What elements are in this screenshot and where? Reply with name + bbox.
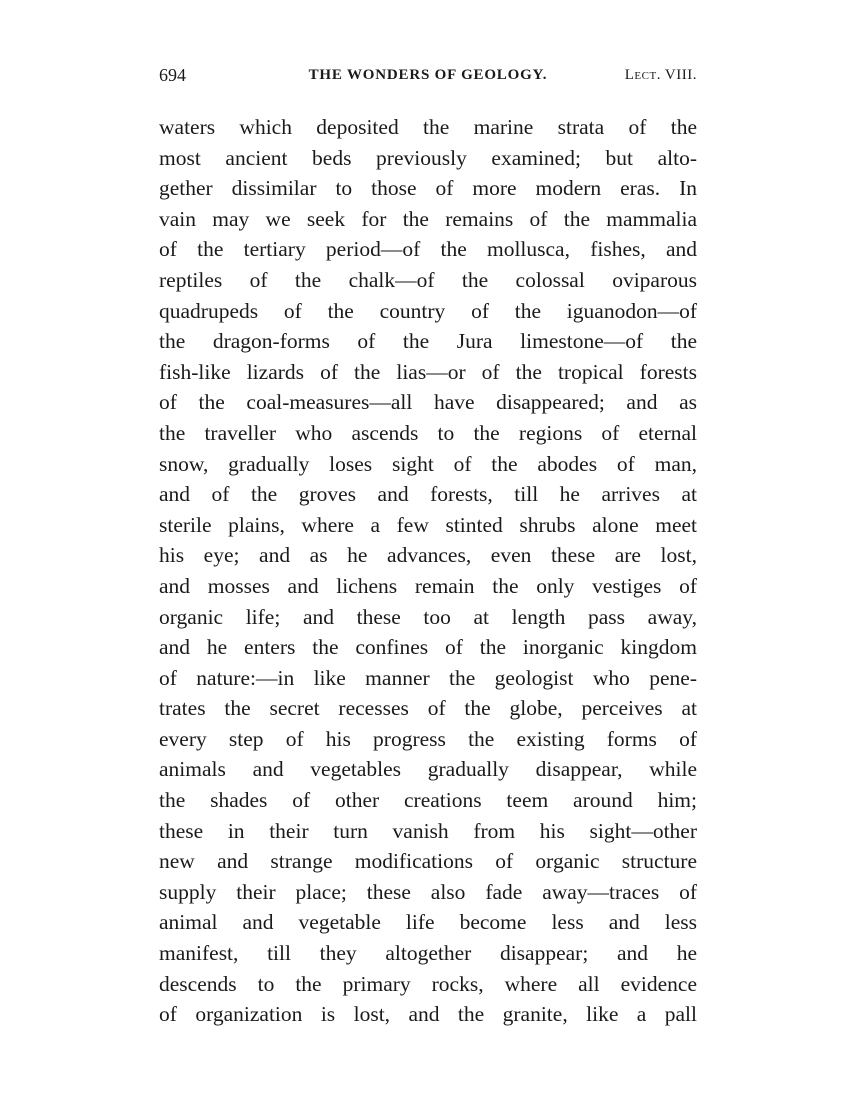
book-page	[159, 60, 697, 1030]
running-title: THE WONDERS OF GEOLOGY.	[308, 67, 548, 83]
text-line: quadrupeds of the country of the iguanodon—of	[159, 298, 697, 323]
text-line: gether dissimilar to those of more modern eras. In	[159, 176, 697, 201]
text-line: vain may we seek for the remains of the mammalia	[159, 206, 697, 231]
text-line: descends to the primary rocks, where all evidence	[159, 971, 697, 996]
text-line: these in their turn vanish from his sight—other	[159, 818, 697, 843]
running-head	[159, 60, 697, 90]
text-line: new and strange modifications of organic structure	[159, 849, 697, 874]
text-line: of nature:—in like manner the geologist who pene-	[159, 665, 697, 690]
text-line: of the tertiary period—of the mollusca, fishes, and	[159, 237, 697, 262]
text-line: the shades of other creations teem around him;	[159, 788, 697, 813]
text-line: supply their place; these also fade away—traces of	[159, 879, 697, 904]
text-line: fish-like lizards of the lias—or of the tropical forests	[159, 359, 697, 384]
text-line: his eye; and as he advances, even these are lost,	[159, 543, 697, 568]
lecture-reference: Lect. VIII.	[624, 67, 697, 83]
text-line: waters which deposited the marine strata of the	[159, 115, 697, 139]
text-line: the dragon-forms of the Jura limestone—of the	[159, 329, 697, 354]
text-line: every step of his progress the existing forms of	[159, 726, 697, 751]
text-line: and mosses and lichens remain the only vestiges of	[159, 573, 697, 598]
text-line: most ancient beds previously examined; but alto-	[159, 145, 697, 170]
text-line: animal and vegetable life become less and less	[159, 910, 697, 935]
text-line: trates the secret recesses of the globe, perceives at	[159, 696, 697, 721]
text-line: organic life; and these too at length pass away,	[159, 604, 697, 629]
page-number: 694	[159, 65, 186, 85]
text-line: of organization is lost, and the granite, like a pall	[159, 1002, 697, 1027]
text-line: reptiles of the chalk—of the colossal oviparous	[159, 267, 697, 292]
text-line: and he enters the confines of the inorganic kingdom	[159, 635, 697, 660]
text-line: manifest, till they altogether disappear; and he	[159, 941, 697, 966]
body-text	[159, 112, 697, 1030]
text-line: animals and vegetables gradually disappear, while	[159, 757, 697, 782]
text-line: sterile plains, where a few stinted shrubs alone meet	[159, 512, 697, 537]
text-line: and of the groves and forests, till he arrives at	[159, 482, 697, 507]
text-line: the traveller who ascends to the regions of eternal	[159, 420, 697, 445]
text-line: snow, gradually loses sight of the abodes of man,	[159, 451, 697, 476]
text-line: of the coal-measures—all have disappeared; and as	[159, 390, 697, 415]
